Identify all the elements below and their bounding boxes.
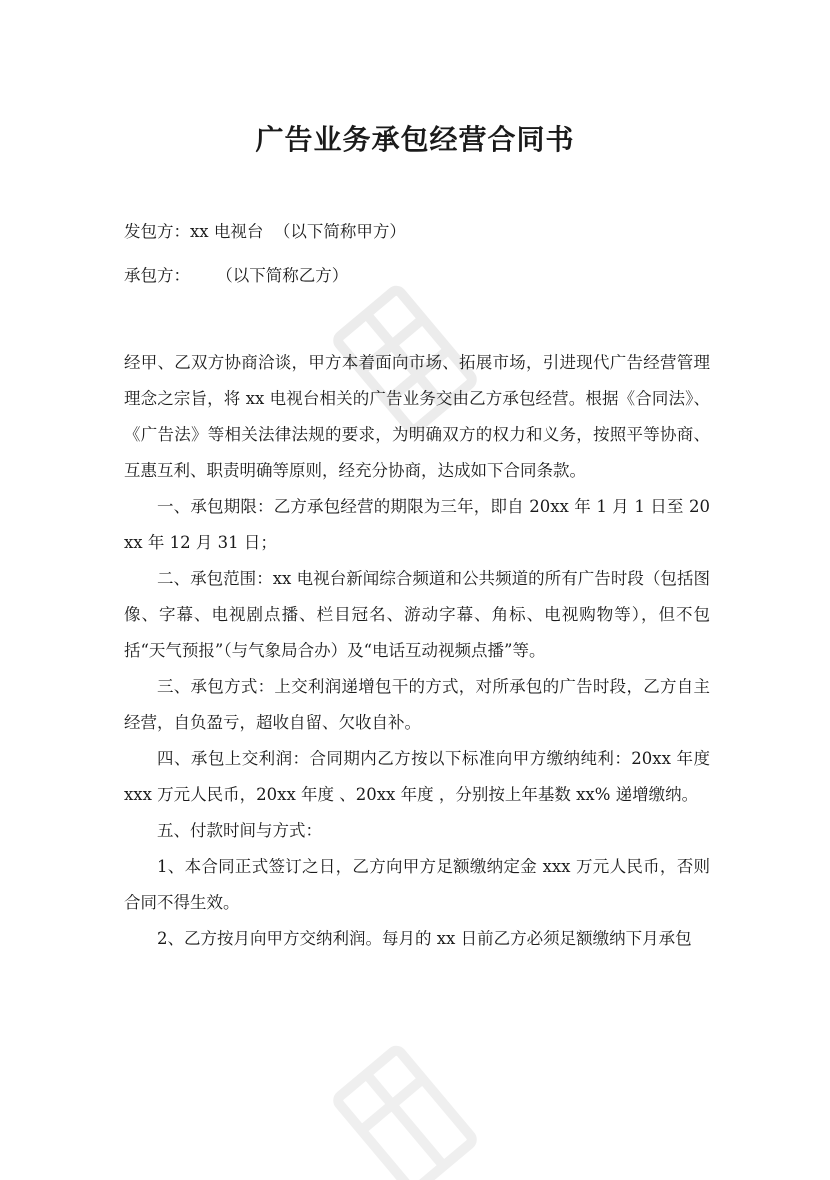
clause-payment-heading: 五、付款时间与方式： (157, 821, 322, 840)
payment-item-2: 2、乙方按月向甲方交纳利润。每月的 xx 日前乙方必须足额缴纳下月承包 (157, 929, 692, 948)
clause-profit: 四、承包上交利润：合同期内乙方按以下标准向甲方缴纳纯利：20xx 年度 xxx 万元人民币，20xx 年度 、20xx 年度 ，分别按上年基数 xx% 递增缴纳。 (124, 749, 710, 804)
document-title: 广告业务承包经营合同书 (255, 123, 575, 156)
clause-scope: 二、承包范围：xx 电视台新闻综合频道和公共频道的所有广告时段（包括图像、字幕、电视剧点播、栏目冠名、游动字幕、角标、电视购物等），但不包括“天气预报”（与气象局合办）及“电话互动视频点播”等。 (124, 569, 710, 660)
watermark-stamp-bottom (330, 1040, 480, 1180)
contract-body (124, 345, 710, 957)
intro-paragraph: 经甲、乙双方协商洽谈，甲方本着面向市场、拓展市场，引进现代广告经营管理理念之宗旨，将 xx 电视台相关的广告业务交由乙方承包经营。根据《合同法》、《广告法》等相关法律法规的要求，为明确双方的权力和义务，按照平等协商、互惠互利、职责明确等原则，经充分协商，达成如下合同条款。 (124, 353, 710, 480)
party-b-line: 承包方： （以下简称乙方） (124, 266, 349, 285)
clause-method: 三、承包方式：上交利润递增包干的方式，对所承包的广告时段，乙方自主经营，自负盈亏，超收自留、欠收自补。 (124, 677, 710, 732)
clause-term: 一、承包期限：乙方承包经营的期限为三年，即自 20xx 年 1 月 1 日至 20xx 年 12 月 31 日； (124, 497, 710, 552)
payment-item-1: 1、本合同正式签订之日，乙方向甲方足额缴纳定金 xxx 万元人民币，否则合同不得生效。 (124, 857, 710, 912)
party-a-line: 发包方：xx 电视台 （以下简称甲方） (124, 222, 406, 241)
